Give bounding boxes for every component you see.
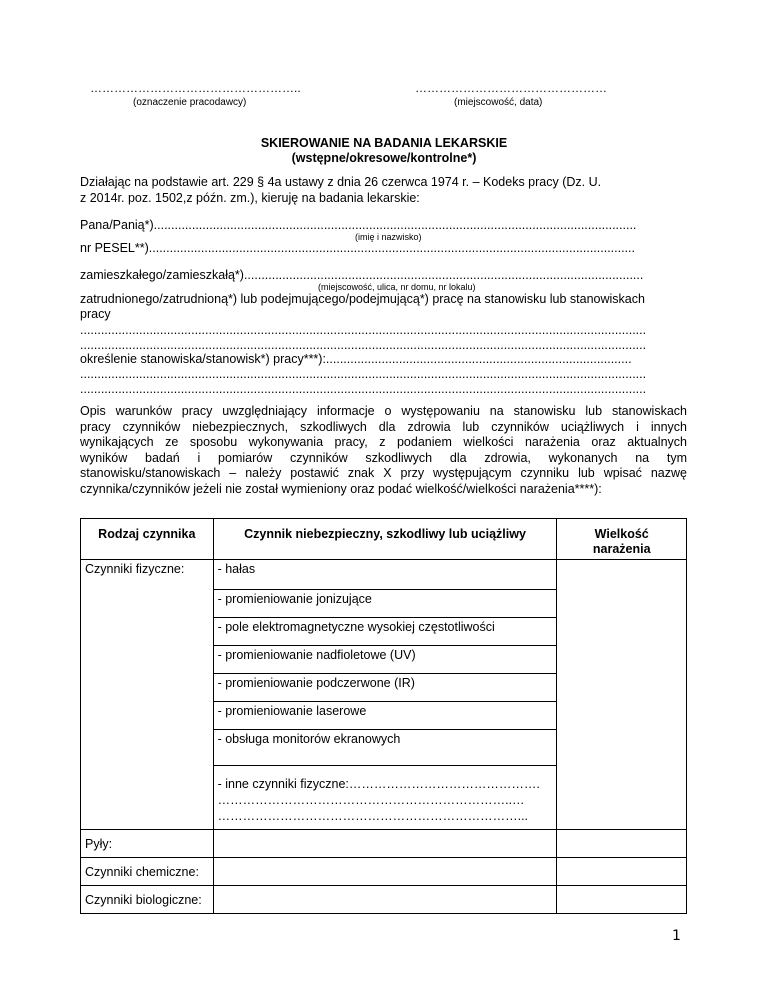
employer-dots: ……………………………………………..: [90, 81, 301, 95]
address-hint: (miejscowość, ulica, nr domu, nr lokalu): [318, 282, 476, 292]
table-header-row: [81, 519, 687, 560]
factor-electromagnetic-field[interactable]: - pole elektromagnetyczne wysokiej częstotliwości: [213, 618, 557, 646]
header-factor: Czynnik niebezpieczny, szkodliwy lub uciążliwy: [213, 519, 557, 560]
chemical-factor-cell[interactable]: [213, 858, 557, 886]
employment-dots-1[interactable]: ...................................................................................................................................................................: [80, 323, 647, 337]
table-row: [81, 886, 687, 914]
factor-other-physical[interactable]: [213, 766, 557, 830]
page-number: 1: [672, 928, 681, 944]
employment-dots-2[interactable]: ...................................................................................................................................................................: [80, 338, 647, 352]
address-field[interactable]: zamieszkałego/zamieszkałą*)...................................................................................................................: [80, 268, 644, 282]
factor-ir-radiation[interactable]: - promieniowanie podczerwone (IR): [213, 674, 557, 702]
description-line: czynnika/czynników jeżeli nie został wymieniony oraz podać wielkość/wielkości narażenia****):: [80, 481, 602, 496]
table-row: [81, 560, 687, 590]
header-exposure: [557, 519, 687, 560]
name-field[interactable]: Pana/Panią*)...........................................................................................................................................: [80, 218, 637, 232]
dust-factor-cell[interactable]: [213, 830, 557, 858]
biological-factor-cell[interactable]: [213, 886, 557, 914]
table-row: [81, 858, 687, 886]
conditions-description: [80, 404, 687, 497]
place-date-dots: …………………………………………: [415, 81, 607, 95]
header-exposure-line-2: narażenia: [592, 542, 651, 556]
physical-factors-label: Czynniki fizyczne:: [81, 560, 214, 830]
document-title: SKIEROWANIE NA BADANIA LEKARSKIE: [260, 136, 508, 150]
employment-line-1: zatrudnionego/zatrudnioną*) lub podejmującego/podejmującą*) pracę na stanowisku lub stanowiskach: [80, 292, 645, 306]
dust-exposure-cell[interactable]: [557, 830, 687, 858]
place-date-label: (miejscowość, data): [454, 97, 543, 108]
name-hint: (imię i nazwisko): [355, 232, 422, 242]
other-physical-line-3: ………………………………………………………………...: [217, 809, 529, 823]
factors-table: [80, 518, 687, 914]
other-physical-line-2: ……………………………………………………………..…: [217, 793, 525, 807]
biological-label: Czynniki biologiczne:: [81, 886, 214, 914]
description-line: Opis warunków pracy uwzględniający informacje o występowaniu na stanowisku lub stanowiskach: [80, 404, 687, 418]
description-line: stanowisku/stanowiskach – należy postawić znak X przy występującym czynniku lub wpisać nazwę: [80, 466, 687, 480]
position-dots-1[interactable]: ...................................................................................................................................................................: [80, 367, 647, 381]
intro-line-2: z 2014r. poz. 1502,z późn. zm.), kieruję na badania lekarskie:: [80, 191, 420, 205]
description-line: pracy czynników niebezpiecznych, szkodliwych dla zdrowia lub czynników uciążliwych i innych: [80, 419, 687, 434]
factor-noise[interactable]: - hałas: [213, 560, 557, 590]
factor-ionizing-radiation[interactable]: - promieniowanie jonizujące: [213, 590, 557, 618]
employer-label: (oznaczenie pracodawcy): [133, 97, 247, 108]
pesel-field[interactable]: nr PESEL**)............................................................................................................................................: [80, 241, 635, 255]
factor-uv-radiation[interactable]: - promieniowanie nadfioletowe (UV): [213, 646, 557, 674]
dust-label: Pyły:: [81, 830, 214, 858]
intro-line-1: Działając na podstawie art. 229 § 4a ustawy z dnia 26 czerwca 1974 r. – Kodeks pracy (Dz. U.: [80, 175, 602, 189]
other-physical-line-1: - inne czynniki fizyczne:……………………………………….: [217, 777, 540, 791]
factor-screen-monitors[interactable]: - obsługa monitorów ekranowych: [213, 730, 557, 766]
description-line: wyników badań i pomiarów czynników szkodliwych dla zdrowia, wykonanych na tym: [80, 450, 687, 465]
description-line: wynikających ze sposobu wykonywania pracy, z podaniem wielkości narażenia oraz aktualnych: [80, 435, 687, 449]
document-subtitle: (wstępne/okresowe/kontrolne*): [291, 151, 477, 165]
exposure-cell-physical[interactable]: [557, 560, 687, 830]
header-factor-type: Rodzaj czynnika: [81, 519, 214, 560]
header-exposure-line-1: Wielkość: [594, 527, 649, 541]
position-field[interactable]: określenie stanowiska/stanowisk*) pracy***):........................................................................................: [80, 352, 632, 366]
chemical-label: Czynniki chemiczne:: [81, 858, 214, 886]
employment-line-2: pracy: [80, 307, 111, 321]
factor-laser-radiation[interactable]: - promieniowanie laserowe: [213, 702, 557, 730]
position-dots-2[interactable]: ...................................................................................................................................................................: [80, 382, 647, 396]
table-row: [81, 830, 687, 858]
biological-exposure-cell[interactable]: [557, 886, 687, 914]
chemical-exposure-cell[interactable]: [557, 858, 687, 886]
